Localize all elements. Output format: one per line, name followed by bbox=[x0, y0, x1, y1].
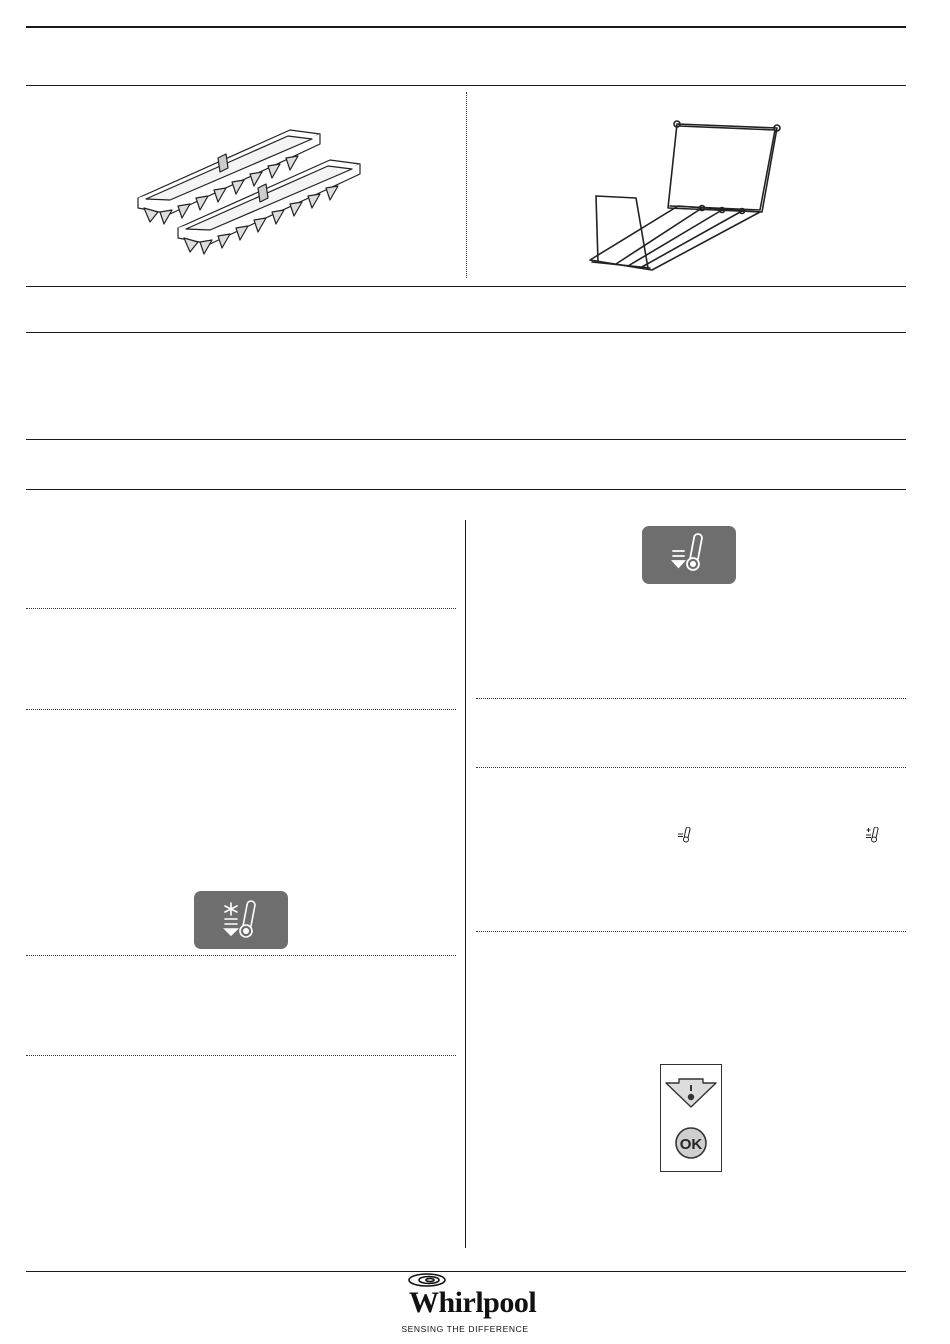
fast-freeze-button-icon bbox=[194, 891, 288, 949]
brand-wordmark: Whirlpool bbox=[409, 1286, 537, 1319]
left-divider-2 bbox=[26, 709, 456, 710]
section-rule-4 bbox=[26, 439, 906, 440]
right-divider-3 bbox=[476, 931, 906, 932]
fast-cool-inline-icon bbox=[678, 827, 692, 843]
right-divider-1 bbox=[476, 698, 906, 699]
left-divider-4 bbox=[26, 1055, 456, 1056]
section-rule-3 bbox=[26, 332, 906, 333]
ice-trays-illustration bbox=[130, 120, 370, 275]
right-divider-2 bbox=[476, 767, 906, 768]
column-divider bbox=[465, 520, 466, 1248]
section-rule-1 bbox=[26, 85, 906, 86]
section-rule-5 bbox=[26, 489, 906, 490]
ok-label: OK bbox=[679, 1136, 703, 1153]
left-divider-1 bbox=[26, 608, 456, 609]
wire-rack-illustration bbox=[582, 112, 792, 277]
fast-freeze-inline-icon bbox=[866, 827, 880, 843]
control-panel-illustration bbox=[660, 1064, 722, 1172]
fast-cool-button-icon bbox=[642, 526, 736, 584]
section-rule-2 bbox=[26, 286, 906, 287]
accessories-divider bbox=[466, 92, 467, 278]
top-rule bbox=[26, 26, 906, 28]
brand-logo bbox=[395, 1272, 535, 1338]
left-divider-3 bbox=[26, 955, 456, 956]
brand-tagline: SENSING THE DIFFERENCE bbox=[401, 1324, 529, 1334]
